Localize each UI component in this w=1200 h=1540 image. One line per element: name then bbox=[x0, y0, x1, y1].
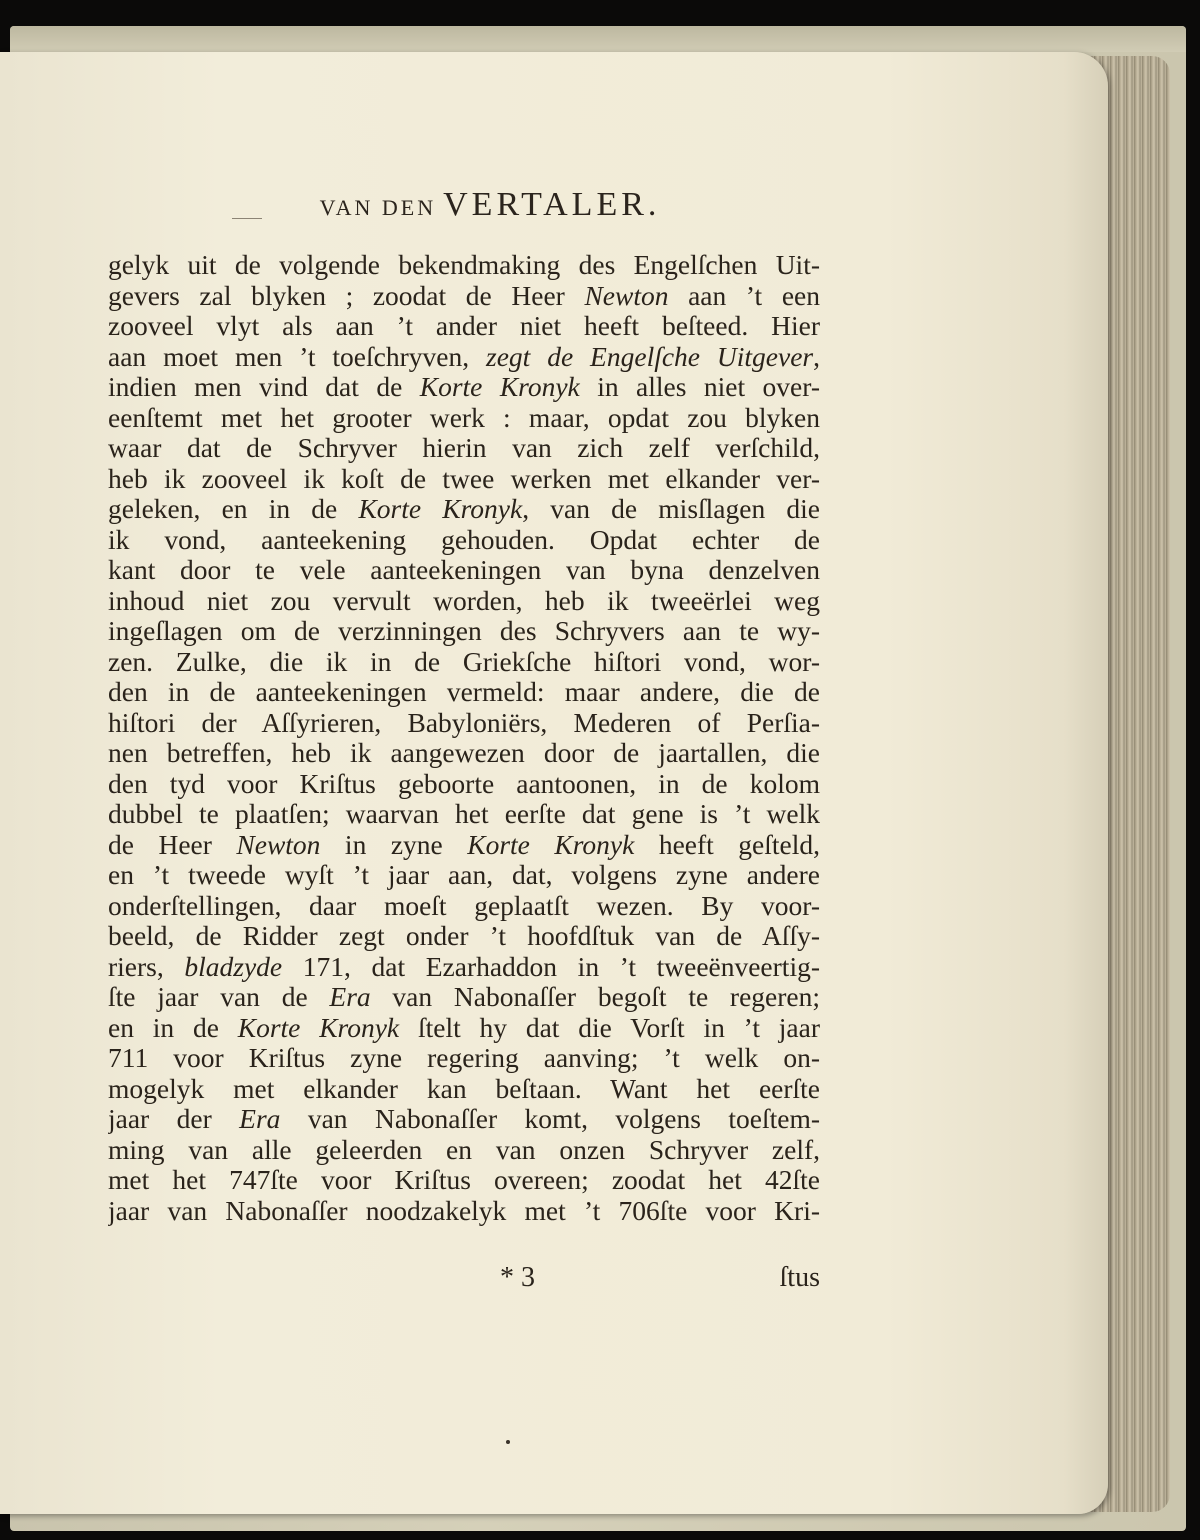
text-run: aan moet men ’t toeſchryven, bbox=[108, 341, 486, 372]
text-line bbox=[108, 738, 820, 769]
text-run: ſtelt hy dat die Vorſt in ’t jaar bbox=[399, 1012, 820, 1043]
text-line bbox=[108, 525, 820, 556]
text-line bbox=[108, 769, 820, 800]
text-run: de Heer bbox=[108, 829, 237, 860]
text-run: dubbel te plaatſen; waarvan het eerſte dat gene is ’t welk bbox=[108, 799, 820, 829]
text-run: 171, dat Ezarhaddon in ’t tweeënveertig- bbox=[282, 951, 820, 982]
text-run: heeft geſteld, bbox=[634, 829, 820, 860]
text-line bbox=[108, 1074, 820, 1105]
text-line bbox=[108, 372, 820, 403]
text-run: mogelyk met elkander kan beſtaan. Want het eerſte bbox=[108, 1073, 820, 1104]
text-line bbox=[108, 1013, 820, 1044]
italic-text-run: bladzyde bbox=[184, 951, 283, 982]
text-run: nen betreffen, heb ik aangewezen door de jaartallen, die bbox=[108, 738, 820, 768]
text-line bbox=[108, 555, 820, 586]
running-head-caps: VERTALER. bbox=[443, 186, 661, 223]
text-run: met het 747ſte voor Kriſtus overeen; zoodat het 42ſte bbox=[108, 1165, 820, 1195]
text-run: waar dat de Schryver hierin van zich zelf verſchild, bbox=[108, 433, 820, 463]
text-line bbox=[108, 586, 820, 617]
text-line bbox=[108, 708, 820, 739]
head-rule bbox=[232, 218, 262, 219]
italic-text-run: Era bbox=[239, 1104, 281, 1134]
text-run: , bbox=[813, 341, 820, 372]
italic-text-run: Korte Kronyk bbox=[237, 1012, 400, 1043]
text-run: ſte jaar van de bbox=[108, 982, 330, 1012]
running-head-small-caps: VAN DEN bbox=[319, 195, 437, 220]
text-line bbox=[108, 342, 820, 373]
text-run: geleken, en in de bbox=[108, 494, 359, 524]
text-run: gevers zal blyken ; zoodat de Heer bbox=[108, 280, 585, 311]
text-run: van Nabonaſſer komt, volgens toeſtem- bbox=[280, 1104, 820, 1134]
text-run: van Nabonaſſer begoſt te regeren; bbox=[370, 982, 820, 1012]
text-line bbox=[108, 677, 820, 708]
text-line bbox=[108, 1104, 820, 1135]
text-run: jaar der bbox=[108, 1104, 240, 1134]
text-run: inhoud niet zou vervult worden, heb ik tweeërlei weg bbox=[108, 585, 820, 616]
signature-mark: * 3 bbox=[500, 1262, 535, 1293]
text-run: en in de bbox=[108, 1012, 238, 1043]
text-line bbox=[108, 891, 820, 922]
text-run: onderſtellingen, daar moeſt geplaatſt wezen. By voor- bbox=[108, 890, 820, 921]
italic-text-run: Era bbox=[329, 982, 371, 1012]
text-line bbox=[108, 1043, 820, 1074]
text-run: riers, bbox=[108, 951, 185, 982]
text-line bbox=[108, 403, 820, 434]
text-run: zen. Zulke, die ik in de Griekſche hiſtori vond, wor- bbox=[108, 646, 820, 677]
text-line bbox=[108, 1165, 820, 1196]
text-run: kant door te vele aanteekeningen van byna denzelven bbox=[108, 555, 820, 585]
text-line bbox=[108, 281, 820, 312]
text-line bbox=[108, 1196, 820, 1227]
text-run: eenſtemt met het grooter werk : maar, opdat zou blyken bbox=[108, 402, 820, 433]
text-line bbox=[108, 982, 820, 1013]
text-run: ingeſlagen om de verzinningen des Schryvers aan te wy- bbox=[108, 616, 820, 646]
text-run: in alles niet over- bbox=[579, 372, 820, 402]
text-run: aan ’t een bbox=[668, 280, 820, 311]
text-run: 711 voor Kriſtus zyne regering aanving; ’t welk on- bbox=[108, 1043, 820, 1073]
text-run: ming van alle geleerden en van onzen Schryver zelf, bbox=[108, 1134, 820, 1165]
text-run: gelyk uit de volgende bekendmaking des Engelſchen Uit- bbox=[108, 250, 820, 280]
text-run: in zyne bbox=[320, 829, 468, 860]
book-cover-edge bbox=[10, 26, 1186, 52]
text-line bbox=[108, 250, 820, 281]
text-run: , van de misſlagen die bbox=[522, 494, 820, 524]
italic-text-run: Korte Kronyk bbox=[419, 372, 580, 402]
text-run: den tyd voor Kriſtus geboorte aantoonen, in de kolom bbox=[108, 768, 820, 799]
text-run: indien men vind dat de bbox=[108, 372, 420, 402]
italic-text-run: zegt de Engelſche Uitgever bbox=[486, 341, 814, 372]
text-line bbox=[108, 799, 820, 830]
italic-text-run: Newton bbox=[236, 829, 321, 860]
text-run: en ’t tweede wyſt ’t jaar aan, dat, volgens zyne andere bbox=[108, 860, 820, 890]
text-line bbox=[108, 433, 820, 464]
text-line bbox=[108, 952, 820, 983]
text-run: ik vond, aanteekening gehouden. Opdat echter de bbox=[108, 524, 820, 555]
text-line bbox=[108, 647, 820, 678]
text-line bbox=[108, 830, 820, 861]
italic-text-run: Korte Kronyk bbox=[467, 829, 635, 860]
italic-text-run: Newton bbox=[584, 280, 669, 311]
text-line bbox=[108, 494, 820, 525]
text-run: zooveel vlyt als aan ’t ander niet heeft beſteed. Hier bbox=[108, 311, 820, 341]
italic-text-run: Korte Kronyk bbox=[358, 494, 523, 524]
text-run: beeld, de Ridder zegt onder ’t hoofdſtuk van de Aſſy- bbox=[108, 921, 820, 951]
text-line bbox=[108, 311, 820, 342]
text-line bbox=[108, 616, 820, 647]
text-run: jaar van Nabonaſſer noodzakelyk met ’t 706ſte voor Kri- bbox=[108, 1195, 820, 1226]
page-footer bbox=[108, 1262, 820, 1296]
ink-speck bbox=[506, 1440, 510, 1444]
text-line bbox=[108, 860, 820, 891]
running-head bbox=[0, 186, 980, 224]
body-text bbox=[108, 250, 820, 1226]
text-line bbox=[108, 1135, 820, 1166]
text-run: heb ik zooveel ik koſt de twee werken met elkander ver- bbox=[108, 463, 820, 494]
catchword: ſtus bbox=[779, 1262, 820, 1293]
text-run: hiſtori der Aſſyrieren, Babyloniërs, Mederen of Perſia- bbox=[108, 707, 820, 738]
text-line bbox=[108, 464, 820, 495]
text-run: den in de aanteekeningen vermeld: maar andere, die de bbox=[108, 677, 820, 707]
text-line bbox=[108, 921, 820, 952]
